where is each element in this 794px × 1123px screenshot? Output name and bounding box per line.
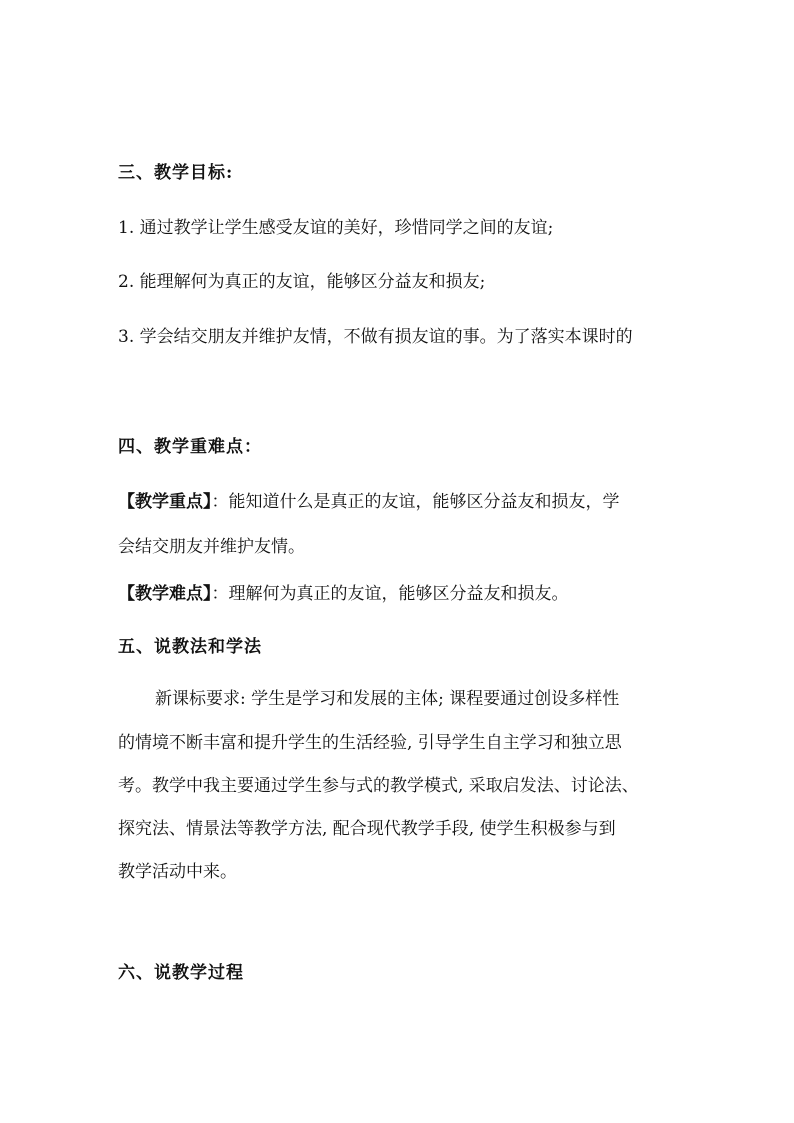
methods-paragraph-line-3: 考。教学中我主要通过学生参与式的教学模式, 采取启发法、讨论法、 <box>118 776 639 796</box>
key-point-line-2: 会结交朋友并维护友情。 <box>118 537 305 557</box>
goal-item-1: 1. 通过教学让学生感受友谊的美好，珍惜同学之间的友谊; <box>118 218 554 238</box>
methods-paragraph-line-4: 探究法、情景法等教学方法, 配合现代教学手段, 使学生积极参与到 <box>118 819 616 839</box>
methods-paragraph-line-2: 的情境不断丰富和提升学生的生活经验, 引导学生自主学习和独立思 <box>118 733 622 753</box>
difficult-point-text: ：理解何为真正的友谊，能够区分益友和损友。 <box>211 584 569 604</box>
goal-item-3: 3. 学会结交朋友并维护友情，不做有损友谊的事。为了落实本课时的 <box>118 327 633 347</box>
section-heading-process: 六、说教学过程 <box>118 963 244 983</box>
key-point-label: 【教学重点】 <box>118 492 212 512</box>
methods-paragraph-line-5: 教学活动中来。 <box>118 862 237 882</box>
section-heading-key-points: 四、教学重难点： <box>118 437 262 457</box>
section-heading-goals: 三、教学目标: <box>118 163 234 183</box>
section-heading-methods: 五、说教法和学法 <box>118 637 262 657</box>
goal-item-2: 2. 能理解何为真正的友谊，能够区分益友和损友; <box>118 272 486 292</box>
key-point-text: ：能知道什么是真正的友谊，能够区分益友和损友，学 <box>211 492 620 512</box>
key-point-line-1 <box>118 491 688 513</box>
difficult-point-line <box>118 583 688 605</box>
difficult-point-label: 【教学难点】 <box>118 584 212 604</box>
methods-paragraph-line-1: 新课标要求: 学生是学习和发展的主体; 课程要通过创设多样性 <box>155 689 620 709</box>
